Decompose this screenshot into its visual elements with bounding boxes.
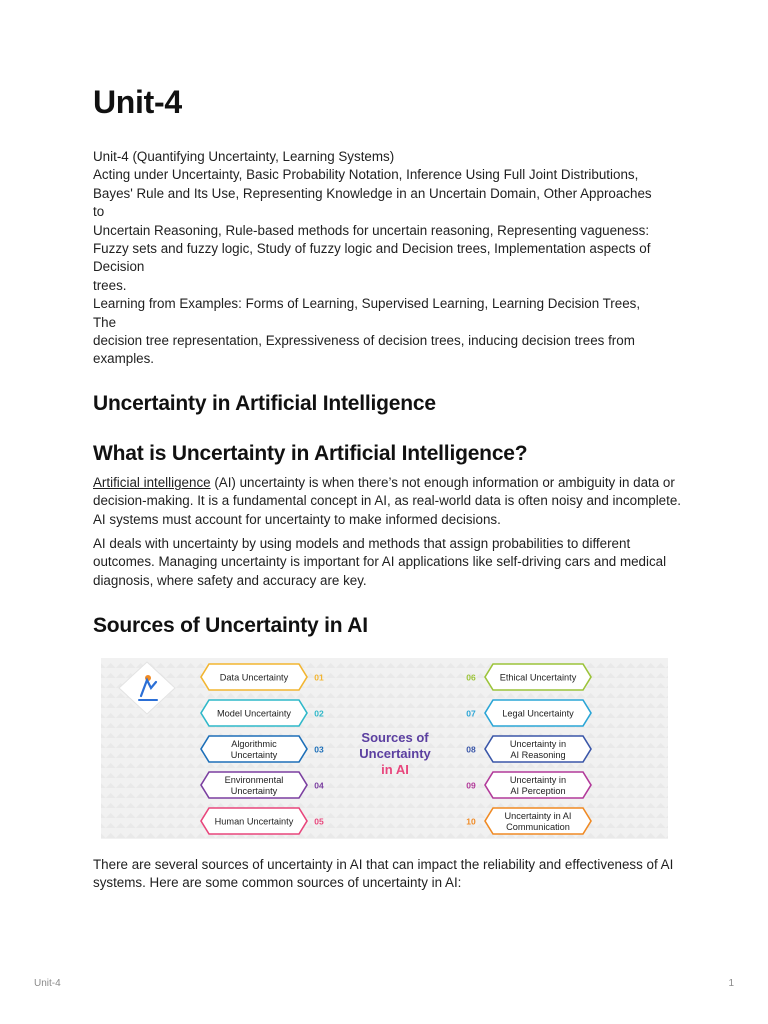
center-title-line1: Sources of [361, 730, 429, 745]
section-heading-sources: Sources of Uncertainty in AI [93, 614, 368, 637]
source-item-04 [201, 772, 324, 798]
source-item-05 [201, 808, 324, 834]
source-item-06 [466, 664, 591, 690]
source-item-number: 05 [314, 816, 324, 827]
intro-line: Acting under Uncertainty, Basic Probability Notation, Inference Using Full Joint Distributions, [93, 167, 639, 183]
logo-icon [119, 662, 175, 714]
source-item-number: 06 [466, 672, 476, 683]
intro-line: to [93, 204, 105, 220]
intro-line: Uncertain Reasoning, Rule-based methods for uncertain reasoning, Representing vagueness: [93, 222, 650, 238]
source-item-label-line2: AI Perception [510, 786, 566, 796]
source-item-02 [201, 700, 324, 726]
intro-line: Fuzzy sets and fuzzy logic, Study of fuzzy logic and Decision trees, Implementation aspects of [93, 241, 651, 257]
syllabus-intro [93, 148, 678, 369]
source-item-number: 08 [466, 744, 476, 755]
diagram-svg [101, 658, 668, 839]
source-item-01 [201, 664, 324, 690]
intro-line: The [93, 314, 117, 330]
intro-line: Learning from Examples: Forms of Learning, Supervised Learning, Learning Decision Trees, [93, 296, 641, 312]
intro-line: examples. [93, 351, 155, 367]
source-item-label: Legal Uncertainty [502, 708, 574, 719]
source-item-label: Human Uncertainty [214, 816, 294, 827]
page-title: Unit-4 [93, 84, 182, 120]
left-source-list [201, 664, 324, 834]
source-item-label: Ethical Uncertainty [499, 672, 577, 683]
intro-line: Unit-4 (Quantifying Uncertainty, Learning Systems) [93, 149, 395, 164]
source-item-09 [466, 772, 591, 798]
paragraph-definition-text: (AI) uncertainty is when there’s not enough information or ambiguity in data or decision-making. It is a fundamental concept in AI, as real-world data is often noisy and incomplete. AI systems must account for uncertainty to make informed decisions. [93, 475, 682, 527]
source-item-label: Algorithmic [231, 739, 277, 749]
source-item-number: 01 [314, 672, 324, 683]
source-item-07 [466, 700, 591, 726]
section-heading-uncertainty: Uncertainty in Artificial Intelligence [93, 392, 436, 415]
intro-line: Bayes' Rule and Its Use, Representing Knowledge in an Uncertain Domain, Other Approaches [93, 185, 652, 201]
source-item-label-line2: Uncertainty [230, 750, 278, 760]
center-title-line2: Uncertainty [359, 746, 431, 761]
source-item-label-line2: AI Reasoning [510, 750, 566, 760]
source-item-number: 09 [466, 780, 476, 791]
section-heading-what-is: What is Uncertainty in Artificial Intelligence? [93, 442, 528, 465]
footer-unit-label: Unit-4 [34, 978, 61, 989]
source-item-10 [466, 808, 591, 834]
source-item-03 [201, 736, 324, 762]
paragraph-methods: AI deals with uncertainty by using models and methods that assign probabilities to different outcomes. Managing uncertainty is important for AI applications like self-driving cars and medical diagnosis, where safety and accuracy are key. [93, 536, 667, 588]
source-item-label-line2: Uncertainty [230, 786, 278, 796]
source-item-label: Data Uncertainty [219, 672, 289, 683]
source-item-number: 10 [466, 816, 476, 827]
center-title-line3: in AI [381, 762, 409, 777]
source-item-label: Environmental [224, 775, 284, 785]
intro-line: Decision [93, 259, 145, 275]
paragraph-definition [93, 474, 683, 529]
sources-of-uncertainty-diagram [101, 658, 668, 839]
footer-page-number: 1 [728, 978, 734, 989]
paragraph-sources-intro: There are several sources of uncertainty in AI that can impact the reliability and effectiveness of AI systems. Here are some common sources of uncertainty in AI: [93, 857, 674, 891]
source-item-number: 04 [314, 780, 324, 791]
source-item-label: Uncertainty in [509, 739, 567, 749]
source-item-label: Uncertainty in AI [504, 811, 572, 821]
intro-line: decision tree representation, Expressiveness of decision trees, inducing decision trees from [93, 333, 635, 349]
source-item-label: Uncertainty in [509, 775, 567, 785]
source-item-number: 07 [466, 708, 476, 719]
right-source-list [466, 664, 591, 834]
artificial-intelligence-link[interactable]: Artificial intelligence [93, 475, 211, 490]
source-item-number: 03 [314, 744, 324, 755]
source-item-number: 02 [314, 708, 324, 719]
source-item-label: Model Uncertainty [216, 708, 292, 719]
intro-line: trees. [93, 277, 127, 293]
source-item-label-line2: Communication [506, 822, 570, 832]
source-item-08 [466, 736, 591, 762]
